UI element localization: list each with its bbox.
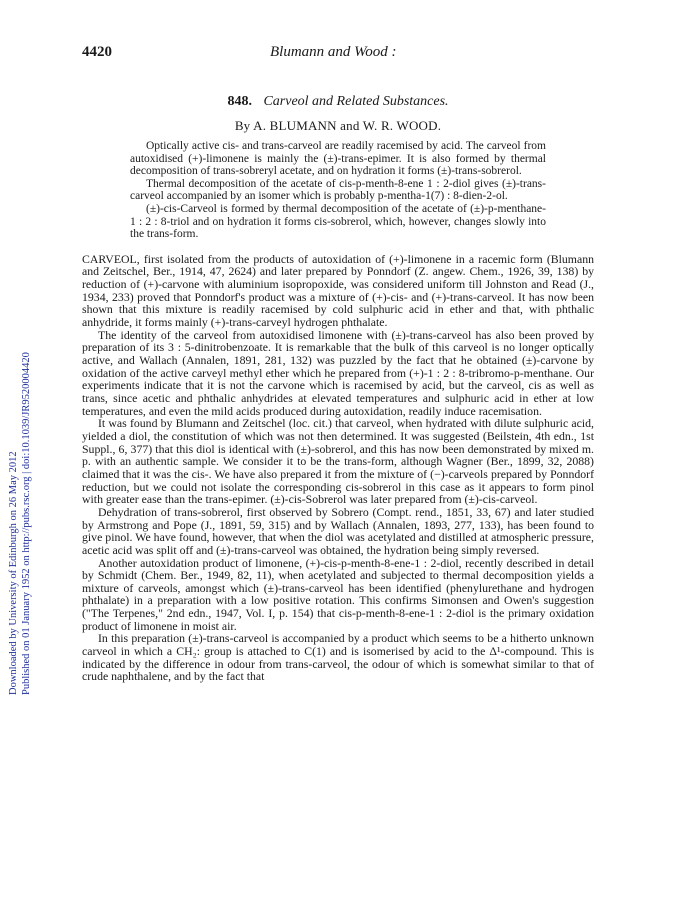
article-title [82,94,594,110]
body-paragraph: It was found by Blumann and Zeitschel (loc. cit.) that carveol, when hydrated with dilute sulphuric acid, yielded a diol, the constitution of which was not then determined. It was suggested (Beilstein, 4th edn., 1st Suppl., 6, 377) that this diol is identical with (±)-sobrerol, and this has now been demonstrated by mixed m. p. with an authentic sample. We consider it to be the trans-form, although Wagner (Ber., 1899, 32, 2088) claimed that it was the cis-. We have also prepared it from the mixture of (−)-carveols prepared by Ponndorf reduction, but we could not isolate the corresponding cis-sobrerol in this case as it appears to form pinol with greater ease than the trans-epimer. (±)-cis-Sobrerol was later prepared from (±)-cis-carveol. [82,416,594,507]
abstract-paragraph: (±)-cis-Carveol is formed by thermal decomposition of the acetate of (±)-p-menthane-1 : 2 : 8-triol and on hydration it forms cis-sobrerol, which, however, changes slowly into the trans-form. [130,202,546,241]
body-paragraph: Dehydration of trans-sobrerol, first observed by Sobrero (Compt. rend., 1851, 33, 67) and later studied by Armstrong and Pope (J., 1891, 59, 315) and by Wallach (Annalen, 1893, 277, 133), has been found to give pinol. We have found, however, that when the diol was acetylated and distilled at atmospheric pressure, acetic acid was split off and (±)-trans-carveol was obtained, the hydration being simply reversed. [82,504,594,557]
abstract-paragraph: Thermal decomposition of the acetate of cis-p-menth-8-ene 1 : 2-diol gives (±)-trans-carveol accompanied by an isomer which is probably p-mentha-1(7) : 8-dien-2-ol. [130,177,546,203]
body-paragraph: Another autoxidation product of limonene, (+)-cis-p-menth-8-ene-1 : 2-diol, recently described in detail by Schmidt (Chem. Ber., 1949, 82, 11), when acetylated and subjected to thermal decomposition yields a mixture of carveols, amongst which (±)-trans-carveol has been identified (phenylurethane and hydrogen phthalate) in a preparation with a low positive rotation. This confirms Simonsen and Owen's suggestion ("The Terpenes," 2nd edn., 1947, Vol. I, p. 154) that cis-p-menth-8-ene-1 : 2-diol is the primary oxidation product of limonene in moist air. [82,555,594,633]
page-header [82,44,594,70]
body-paragraph: In this preparation (±)-trans-carveol is accompanied by a product which seems to be a hitherto unknown carveol in which a CH₂: group is attached to C(1) and is isomerised by acid to the Δ¹-compound. This is indicated by the difference in odour from trans-carveol, the odour of which is somewhat similar to that of crude naphthalene, and by the fact that [82,631,594,684]
abstract-paragraph: Optically active cis- and trans-carveol are readily racemised by acid. The carveol from autoxidised (+)-limonene is mainly the (±)-trans-epimer. It is also formed by thermal decomposition of trans-sobreryl acetate, and on hydration it forms (±)-trans-sobrerol. [130,140,546,178]
body-paragraph: CARVEOL, first isolated from the products of autoxidation of (+)-limonene in a racemic form (Blumann and Zeitschel, Ber., 1914, 47, 2624) and later prepared by Ponndorf (Z. angew. Chem., 1926, 39, 138) by reduction of (+)-carvone with aluminium isopropoxide, was considered uniform till Johnston and Read (J., 1934, 233) proved that Ponndorf's product was a mixture of (+)-cis- and (+)-trans-carveol. It has now been shown that this mixture is readily racemised by cold sulphuric acid in ether and that, with phthalic anhydride, it forms mainly (+)-trans-carveyl hydrogen phthalate. [82,251,594,330]
abstract [130,140,546,241]
article-authors: By A. BLUMANN and W. R. WOOD. [234,118,442,133]
article-number: 848. [227,94,252,109]
page-number: 4420 [82,44,112,60]
download-sidebar [0,0,40,915]
download-notice: Downloaded by University of Edinburgh on 26 May 2012 [8,451,19,695]
article-title-text: Carveol and Related Substances. [263,94,449,109]
running-head: Blumann and Wood : [270,44,397,60]
article-body [82,253,594,683]
journal-page [82,44,594,683]
publication-notice: Published on 01 January 1952 on http://pubs.rsc.org | doi:10.1039/JR9520004420 [21,352,32,695]
body-paragraph: The identity of the carveol from autoxidised limonene with (±)-trans-carveol has also been proved by preparation of its 3 : 5-dinitrobenzoate. It is remarkable that the bulk of this carveol is no longer optically active, and Wallach (Annalen, 1891, 281, 132) was puzzled by the fact that he obtained (±)-carvone by oxidation of the active carveyl methyl ether which he prepared from (+)-1 : 2 : 8-tribromo-p-menthane. Our experiments indicate that it is not the carvone which is racemised by acid, but the carveol, cis as well as trans, since acetic and phthalic anhydrides at elevated temperatures and sulphuric acid in ether at low temperatures, and even the mild acids produced during autoxidation, readily induce racemisation. [82,327,594,418]
